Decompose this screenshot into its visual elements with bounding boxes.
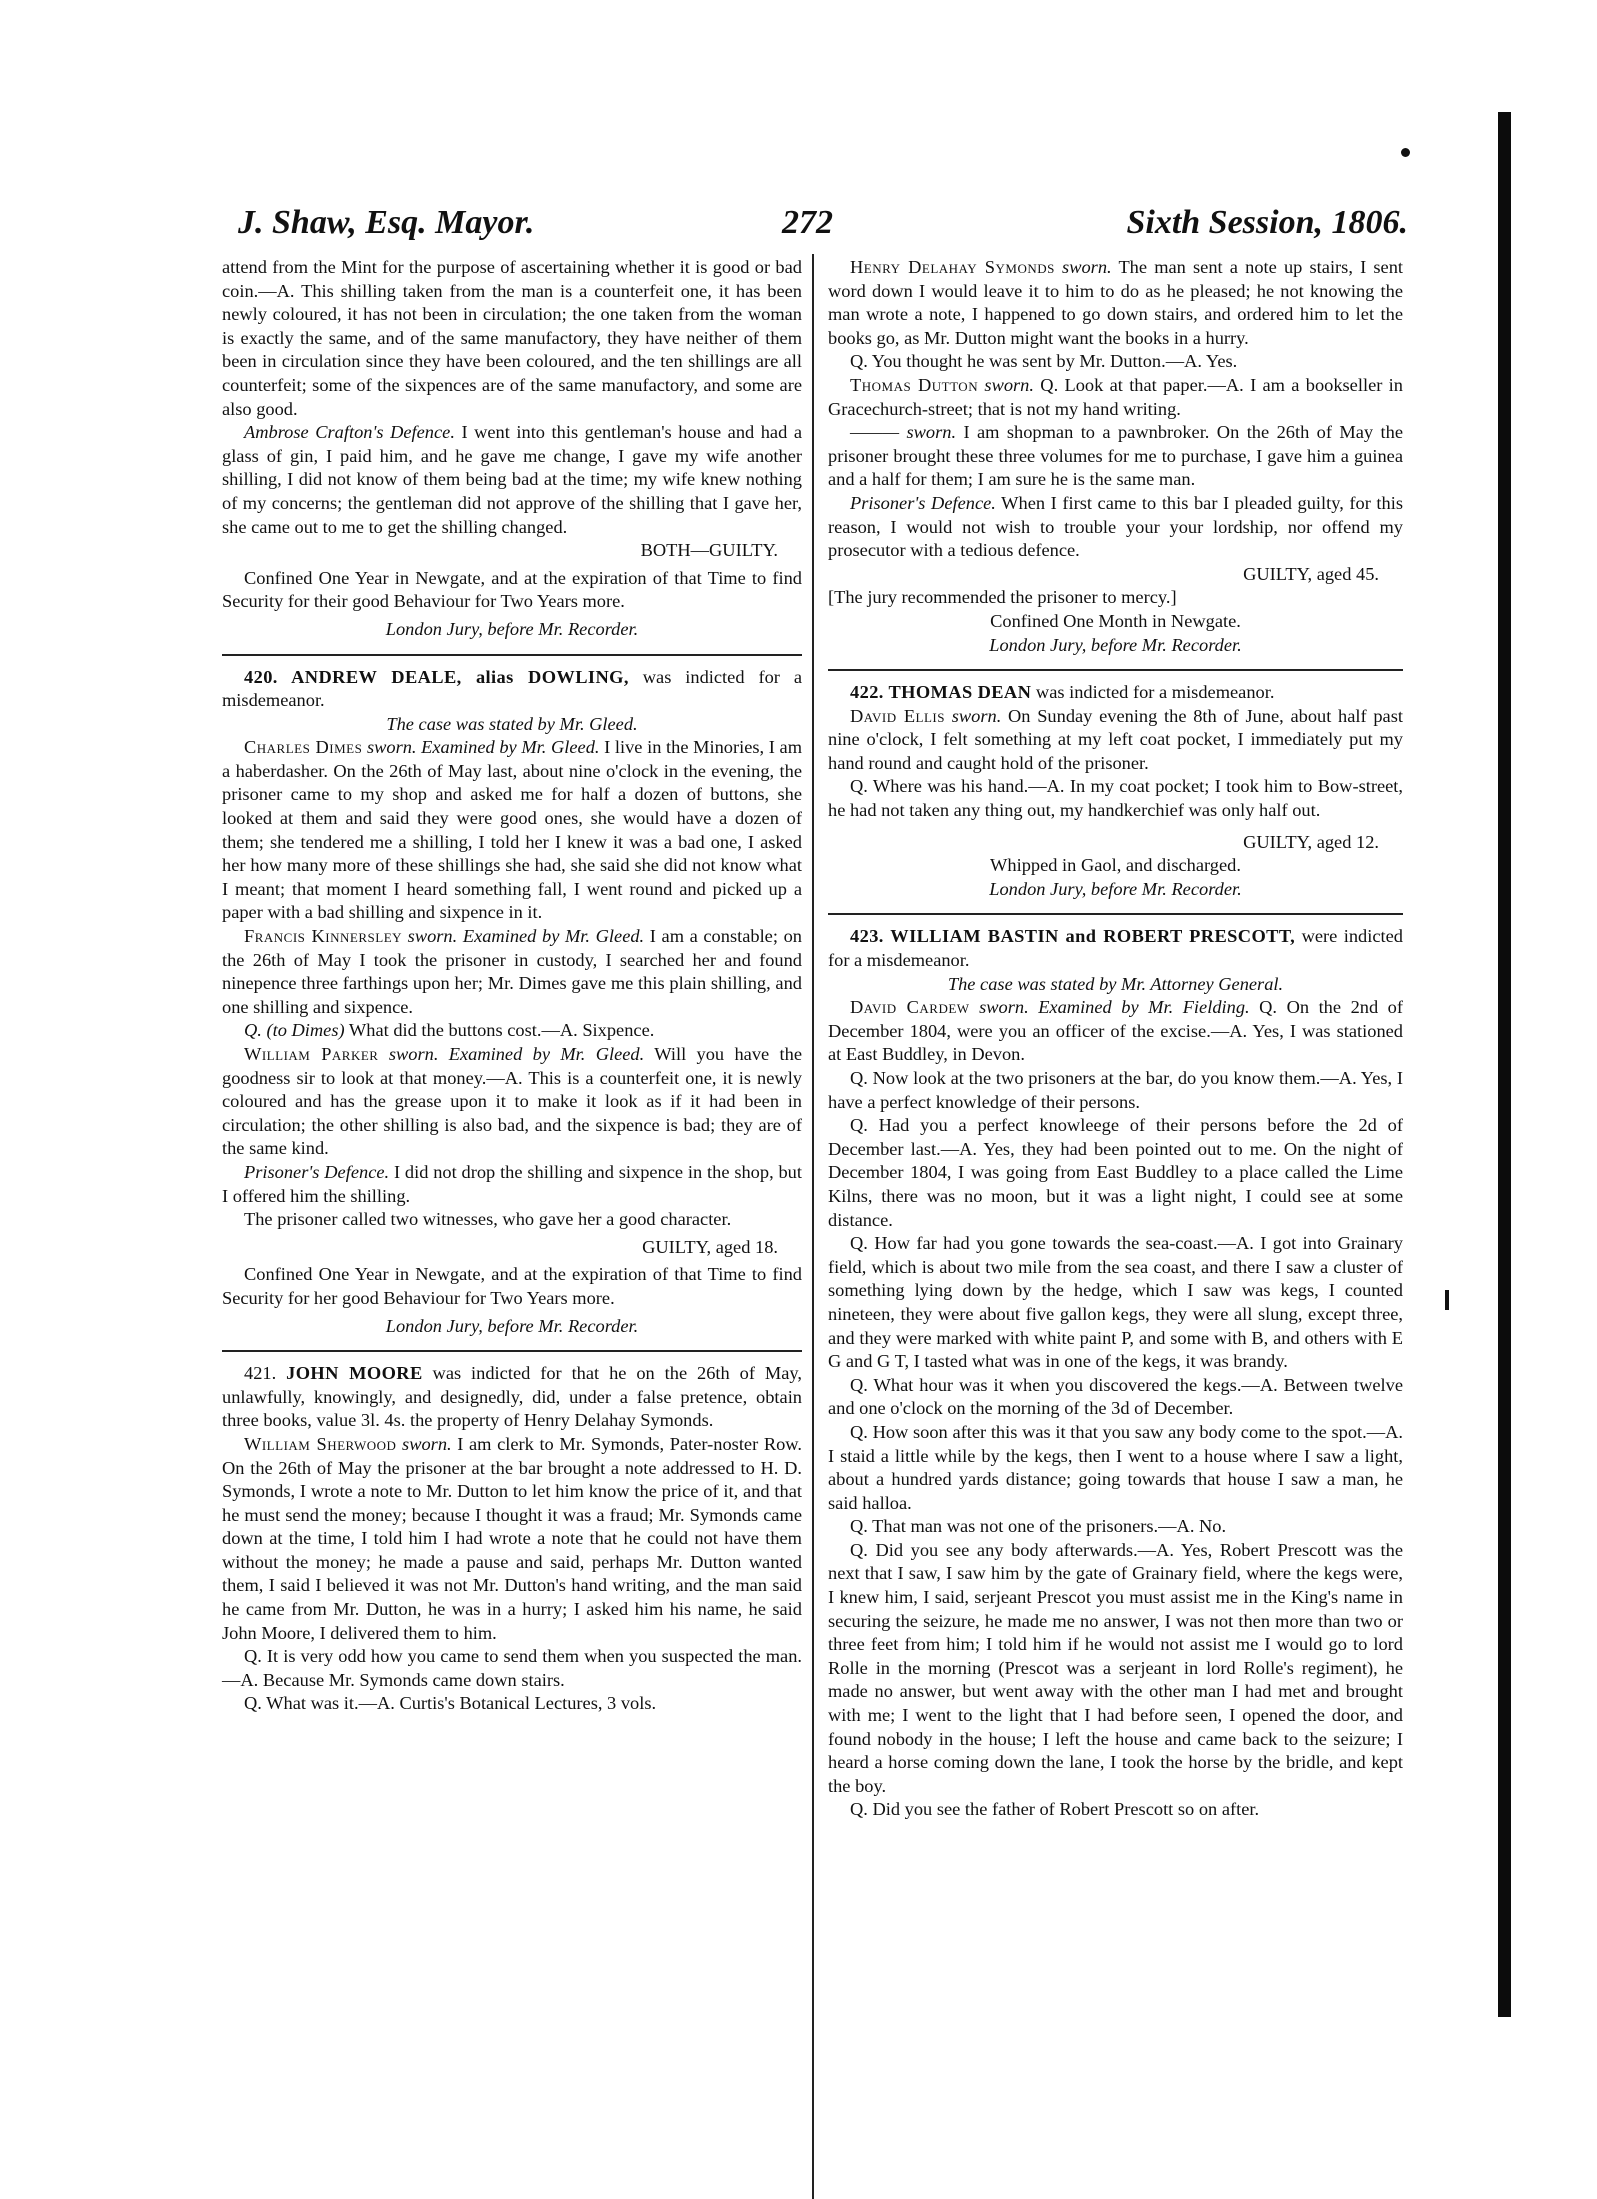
witness-note: The prisoner called two witnesses, who gave her a good character. [244,1209,732,1230]
testimony-text: I live in the Minories, I am a haberdasher. On the 26th of May last, about nine o'clock in the evening, the prisoner came to my shop and asked me for half a dozen of buttons, she looked at them and said they were good ones, she would have a dozen of them; she tendered me a shilling, I told her I knew it was a bad one, I asked her how many more of these shillings she had, she said she did not know what I meant; that moment I heard something fall, I went round and picked up a paper with a bad shilling and sixpence in it. [222,737,803,923]
witness-sworn: sworn. Examined by Mr. Gleed. [407,926,645,947]
case-heading [828,681,1403,705]
paragraph: attend from the Mint for the purpose of ascertaining whether it is good or bad coin.—A. This shilling taken from the man is a counterfeit one, it has been newly coloured, it has not been in circulation; the one taken from the woman is exactly the same, and of the same manufactory, they have neither of them been in circulation since they have been coloured, and the ten shillings are all counterfeit; some of the sixpences are of the same manufactory, and some are also good. [222,257,802,419]
witness-name: William Parker [244,1044,379,1064]
verdict: BOTH—GUILTY. [640,540,778,561]
witness-name: William Sherwood [244,1433,397,1454]
defence-label: Prisoner's Defence. [850,492,996,513]
question: Q. How far had you gone towards the sea-coast.—A. I got into Grainary field, which is about two mile from the sea coast, and there I saw a cluster of something lying down by the hedge, which I saw was kegs, I counted nineteen, they were about five gallon kegs, they were all slung, except three, and they were marked with white paint P, and some with B, and others with E G and G T, I tasted what was in one of the kegs, it was brandy. [828,1233,1403,1372]
defence-label: Ambrose Crafton's Defence. [244,422,455,443]
case-defendant: JOHN MOORE [286,1363,423,1384]
case-separator [828,669,1403,671]
jury-line: London Jury, before Mr. Recorder. [989,634,1242,655]
case-number-name: 420. ANDREW DEALE, alias DOWLING, [244,666,629,687]
question: Q. That man was not one of the prisoners.—A. No. [850,1516,1227,1537]
case-number: 421. [244,1363,277,1384]
testimony-text: Q. Look at that paper.—A. I am a bookseller in Gracechurch-street; that is not my hand writing. [828,374,1403,419]
witness-name: David Ellis [850,705,945,726]
testimony [828,374,1403,421]
question-label: Q. (to Dimes) [244,1020,345,1041]
sentence: Confined One Month in Newgate. [990,610,1241,631]
verdict: GUILTY, aged 18. [642,1236,778,1257]
case-heading [828,925,1403,972]
question [222,1019,802,1043]
case-charge: were indicted for a misdemeanor. [828,926,1403,971]
testimony-text: I am shopman to a pawnbroker. On the 26th of May the prisoner brought these three volumes for me to purchase, I gave him a guinea and a half for them; I am sure he is the same man. [828,422,1403,490]
sentence: Confined One Year in Newgate, and at the expiration of that Time to find Security for their good Behaviour for Two Years more. [222,567,802,612]
witness-sworn: sworn. [951,705,1002,726]
testimony-text: I am a constable; on the 26th of May I took the prisoner in custody, I searched her and found ninepence three farthings upon her; Mr. Dimes gave me this plain shilling, and one shilling and sixpence. [222,926,802,1017]
testimony-text: Q. On the 2nd of December 1804, were you an officer of the excise.—A. Yes, I was stationed at East Buddley, in Devon. [828,997,1403,1065]
defence-text: When I first came to this bar I pleaded guilty, for this reason, I would not wish to trouble your your lordship, nor offend my prosecutor with a tedious defence. [828,492,1404,561]
header-session: Sixth Session, 1806. [1126,204,1408,241]
case-charge: was indicted for a misdemeanor. [222,666,802,711]
witness-sworn: sworn. Examined by Mr. Gleed. [366,737,600,758]
witness-sworn: sworn. [984,374,1034,395]
header-mayor: J. Shaw, Esq. Mayor. [238,204,535,241]
witness-name: Thomas Dutton [850,374,979,395]
case-heading [222,666,802,713]
running-header [238,204,1408,252]
question: Q. Now look at the two prisoners at the bar, do you know them.—A. Yes, I have a perfect knowledge of their persons. [828,1068,1403,1112]
question: Q. Had you a perfect knowleege of their persons before the 2d of December last.—A. Yes, they had been pointed out to me. On the night of December 1804, I was going from East Buddley to a place called the Lime Kilns, there was no moon, but it was a light night, I could see at some distance. [828,1115,1403,1230]
witness-sworn: sworn. [402,1433,452,1454]
testimony [828,421,1403,492]
testimony-text: Will you have the goodness sir to look at that money.—A. This is a counterfeit one, it is newly coloured and has the grease upon it to make it look as if it had been in circulation; the other shilling is also bad, and the sixpence is bad; they are of the same kind. [222,1044,803,1159]
right-column [828,256,1403,1822]
question-text: What did the buttons cost.—A. Sixpence. [348,1020,655,1041]
verdict: GUILTY, aged 45. [1243,563,1379,584]
question: Q. Did you see any body afterwards.—A. Yes, Robert Prescott was the next that I saw, I saw him by the gate of Grainary field, where the kegs were, I knew him, I said, serjeant Prescot you must assist me in the King's name in securing the seizure, he made me no answer, I was not then more than two or three feet from him; I told him if he would not assist me I would go to lord Rolle in the morning (Prescot was a serjeant in lord Rolle's regiment), he made no answer, but went away with the other man I had met and brought with me; I went to the light that I had before seen, I opened the door, and found nobody in the house; I left the house and came back to the seizure; I heard a horse coming down the lane, I took the horse by the bridle, and kept the boy. [828,1539,1403,1796]
question: Q. It is very odd how you came to send them when you suspected the man.—A. Because Mr. Symonds came down stairs. [222,1646,802,1690]
jury-line: London Jury, before Mr. Recorder. [989,878,1242,899]
defence-paragraph [222,421,802,539]
sentence: Confined One Year in Newgate, and at the expiration of that Time to find Security for her good Behaviour for Two Years more. [222,1264,802,1308]
testimony [222,925,802,1019]
testimony-text: I am clerk to Mr. Symonds, Pater-noster Row. On the 26th of May the prisoner at the bar brought a note addressed to H. D. Symonds, I wrote a note to Mr. Dutton to let him know the price of it, and that he must send the money; because I thought it was a fraud; Mr. Symonds came down at the time, I told him I had wrote a note that he could not have them without the money; he made a pause and said, perhaps Mr. Dutton wanted them, I said I believed it was not Mr. Dutton's hand writing, and the man said he came from Mr. Dutton, he was in a hurry; I asked him his name, he said John Moore, I delivered them to him. [222,1433,802,1643]
case-number-name: 423. WILLIAM BASTIN and ROBERT PRESCOTT, [850,926,1296,947]
case-separator [828,913,1403,915]
witness-sworn: sworn. [1062,257,1112,277]
sentence: Whipped in Gaol, and discharged. [990,855,1241,876]
question: Q. You thought he was sent by Mr. Dutton.—A. Yes. [850,351,1238,372]
case-heading [222,1362,802,1433]
testimony-text: On Sunday evening the 8th of June, about half past nine o'clock, I felt something at my left coat pocket, I immediately put my hand round and caught hold of the prisoner. [828,705,1403,773]
defence-paragraph [222,1161,802,1208]
witness-sworn: sworn. Examined by Mr. Fielding. [979,997,1250,1018]
defence-paragraph [828,492,1403,563]
case-charge: was indicted for a misdemeanor. [1035,682,1275,703]
testimony-text: The man sent a note up stairs, I sent word down I would leave it to him to do as he pleased; he not knowing the man wrote a note, I happened to go down stairs, and ordered him to let the books go, as Mr. Dutton might want the books in a hurry. [828,257,1403,348]
question: Q. How soon after this was it that you saw any body come to the spot.—A. I staid a little while by the kegs, then I went to a house where I saw a light, about a hundred yards distance; going towards that house I saw a man, he said halloa. [828,1421,1403,1513]
testimony [222,736,802,925]
defence-text: I went into this gentleman's house and had a glass of gin, I paid him, and he gave me change, I gave my wife another shilling, I did not know of them being bad at the time; my wife knew nothing of my concerns; the gentleman did not approve of the shilling that I gave her, she came out to me to get the shilling changed. [222,422,802,537]
case-number-name: 422. THOMAS DEAN [850,682,1032,703]
case-separator [222,1350,802,1352]
jury-line: London Jury, before Mr. Recorder. [385,1315,639,1336]
left-column [222,256,802,1716]
page-number: 272 [782,204,833,241]
case-charge: was indicted for that he on the 26th of May, unlawfully, knowingly, and designedly, did, under a false pretence, obtain three books, value 3l. 4s. the property of Henry Delahay Symonds. [222,1363,802,1431]
recommendation: [The jury recommended the prisoner to mercy.] [828,587,1177,608]
verdict: GUILTY, aged 12. [1243,831,1379,852]
testimony [828,256,1403,350]
question: Q. What was it.—A. Curtis's Botanical Lectures, 3 vols. [244,1693,657,1714]
testimony [222,1433,802,1645]
defence-label: Prisoner's Defence. [244,1161,390,1182]
testimony [828,996,1403,1067]
defence-text: I did not drop the shilling and sixpence in the shop, but I offered him the shilling. [222,1161,802,1206]
case-stated: The case was stated by Mr. Attorney General. [947,973,1284,994]
scan-speck [1445,1290,1449,1310]
witness-name: Francis Kinnersley [244,926,403,947]
witness-name: David Cardew [850,997,970,1018]
testimony [222,1043,802,1161]
question: Q. Where was his hand.—A. In my coat pocket; I took him to Bow-street, he had not taken any thing out, my handkerchief was only half out. [828,776,1403,821]
witness-sworn: sworn. Examined by Mr. Gleed. [388,1044,645,1064]
scan-edge-bar [1498,112,1511,2017]
case-stated: The case was stated by Mr. Gleed. [386,713,638,734]
case-separator [222,654,802,656]
witness-sworn: ——— sworn. [850,422,957,443]
witness-name: Henry Delahay Symonds [850,257,1055,277]
column-divider [812,254,814,2199]
testimony [828,705,1403,776]
scan-speck [1401,148,1410,157]
jury-line: London Jury, before Mr. Recorder. [385,618,639,639]
question: Q. Did you see the father of Robert Prescott so on after. [850,1799,1260,1820]
witness-name: Charles Dimes [244,737,363,758]
question: Q. What hour was it when you discovered the kegs.—A. Between twelve and one o'clock on the morning of the 3d of December. [828,1374,1403,1419]
